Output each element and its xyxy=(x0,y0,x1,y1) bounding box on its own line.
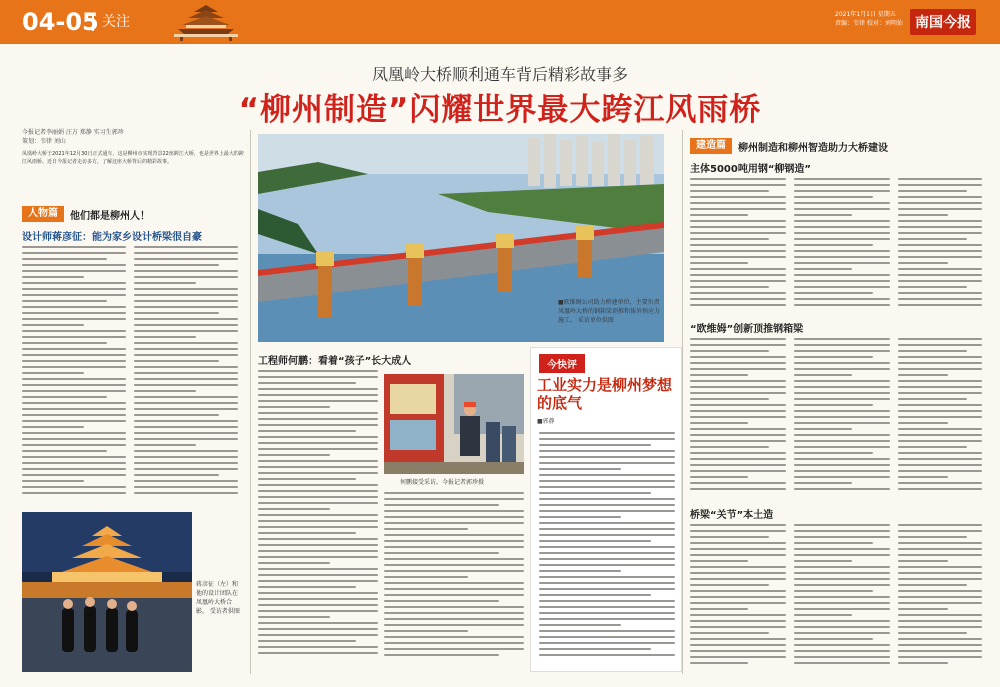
ovm-column-2 xyxy=(794,338,890,498)
opinion-tag: 今快评 xyxy=(539,354,585,373)
opinion-author: ■郭静 xyxy=(537,418,555,425)
build-section-tag: 建造篇 xyxy=(690,138,732,154)
designer-column-1 xyxy=(22,246,126,508)
page-number: 04-05 xyxy=(22,8,99,36)
pavilion-icon xyxy=(170,3,242,41)
ovm-subhead: “欧维姆”创新顶推钢箱梁 xyxy=(690,324,804,335)
opinion-title: 工业实力是柳州梦想的底气 xyxy=(537,376,673,412)
opinion-body xyxy=(539,432,675,666)
masthead xyxy=(0,0,1000,44)
people-section-title: 他们都是柳州人！ xyxy=(70,210,150,222)
engineer-column-1 xyxy=(258,370,378,672)
machine-column-3 xyxy=(898,524,982,672)
byline: 今报记者李丽娟 汪方 郑静 实习生郭珍 策划：韦律 刘山 xyxy=(22,129,124,145)
build-section-title: 柳州制造和柳州智造助力大桥建设 xyxy=(738,142,888,154)
designer-team-photo xyxy=(22,512,192,672)
steel-subhead: 主体5000吨用钢“柳钢造” xyxy=(690,164,811,175)
brand-logo: 南国今报 xyxy=(910,9,976,35)
people-section-tag: 人物篇 xyxy=(22,206,64,222)
machine-column-2 xyxy=(794,524,890,672)
issue-date: 2021年1月1日 星期五 责编：韦律 校对：刘明佑 xyxy=(835,11,903,27)
lead-paragraph: 凤凰岭大桥于2021年12月30日正式通车，这是柳州市实现背景22座跨江大桥，也是世界上最大的跨江风雨桥。近日今报记者走访多方，了解这座大桥背后的精彩故事。 xyxy=(22,151,244,165)
designer-column-2 xyxy=(134,246,238,508)
designer-subhead: 设计师蒋彦征：能为家乡设计桥梁很自豪 xyxy=(22,232,202,243)
steel-column-2 xyxy=(794,178,890,314)
steel-column-1 xyxy=(690,178,786,314)
column-divider-right xyxy=(682,130,683,674)
steel-column-3 xyxy=(898,178,982,314)
bridge-photo-caption: ■欧维姆公司助力桥建单位，主要负责凤凰岭大桥的钢箱梁顶推和体外预应力施工。 采访单位供图 xyxy=(558,299,661,324)
ovm-column-1 xyxy=(690,338,786,498)
engineer-photo xyxy=(384,374,524,474)
engineer-subhead: 工程师何鹏：看着“孩子”长大成人 xyxy=(258,356,412,367)
build-section-banner xyxy=(690,138,888,154)
ovm-column-3 xyxy=(898,338,982,498)
bridge-machine-subhead: 桥梁“关节”本土造 xyxy=(690,510,774,521)
kicker-headline: 凤凰岭大桥顺利通车背后精彩故事多 xyxy=(371,65,628,84)
people-section-banner xyxy=(22,206,150,222)
opinion-box xyxy=(530,347,682,672)
section-label: 关注 xyxy=(92,13,130,31)
machine-column-1 xyxy=(690,524,786,672)
main-headline: “柳州制造”闪耀世界最大跨江风雨桥 xyxy=(238,92,762,128)
column-divider-left xyxy=(250,130,251,674)
engineer-column-2 xyxy=(384,492,524,672)
designer-photo-caption: 蒋彦征（左）和他的设计团队在凤凰岭大桥合影。 受访者供图 xyxy=(196,581,240,615)
engineer-photo-caption: 何鹏接受采访。今报记者郭珍摄 xyxy=(400,479,485,486)
